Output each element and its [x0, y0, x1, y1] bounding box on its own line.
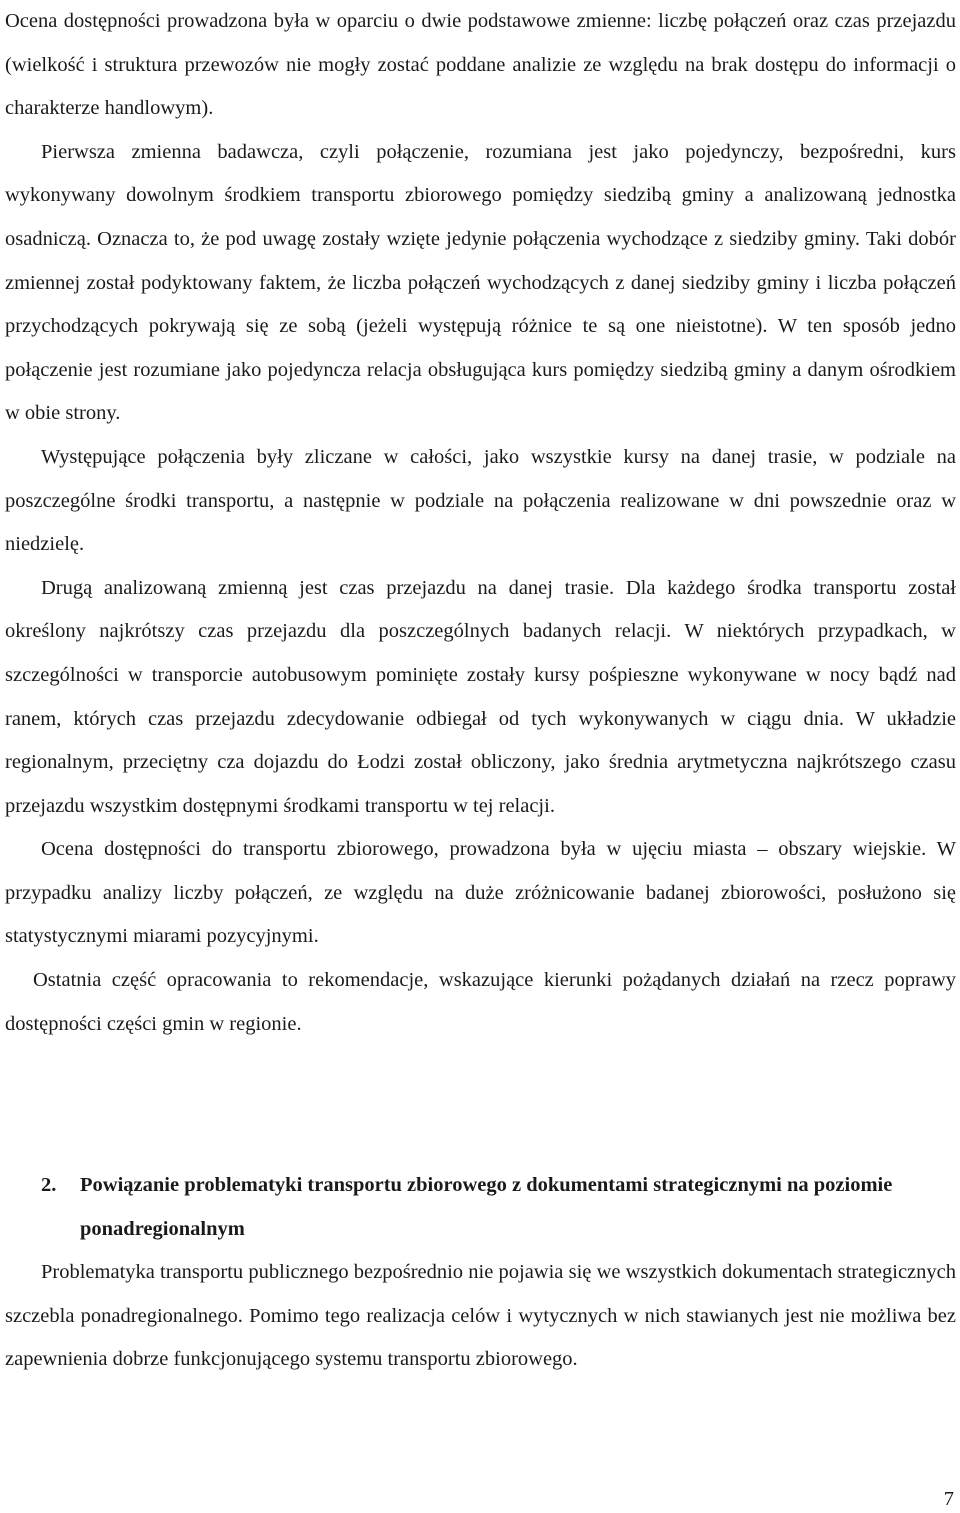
paragraph-recommendations: Ostatnia część opracowania to rekomendacje, wskazujące kierunki pożądanych działań na rzecz poprawy dostępności części gmin w regionie.: [5, 969, 956, 1035]
paragraph-urban-rural: Ocena dostępności do transportu zbiorowego, prowadzona była w ujęciu miasta – obszary wiejskie. W przypadku analizy liczby połączeń, ze względu na duże zróżnicowanie badanej zbiorowości, posłużono się statystycznymi miarami pozycyjnymi.: [5, 838, 956, 948]
paragraph-second-variable: Drugą analizowaną zmienną jest czas przejazdu na danej trasie. Dla każdego środka transportu został określony najkrótszy czas przejazdu dla poszczególnych badanych relacji. W niektórych przypadkach, w szczególności w transporcie autobusowym pominięte zostały kursy pośpieszne wykonywane w nocy bądź nad ranem, których czas przejazdu zdecydowanie odbiegał od tych wykonywanych w ciągu dnia. W układzie regionalnym, przeciętny cza dojazdu do Łodzi został obliczony, jako średnia arytmetyczna najkrótszego czasu przejazdu wszystkim dostępnymi środkami transportu w tej relacji.: [5, 576, 956, 817]
paragraph-connections-counting: Występujące połączenia były zliczane w całości, jako wszystkie kursy na danej trasie, w podziale na poszczególne środki transportu, a następnie w podziale na połączenia realizowane w dni powszednie oraz w niedzielę.: [5, 445, 956, 556]
paragraph-first-variable: Pierwsza zmienna badawcza, czyli połączenie, rozumiana jest jako pojedynczy, bezpośredni, kurs wykonywany dowolnym środkiem transportu zbiorowego pomiędzy siedzibą gminy a analizowaną jednostka osadniczą. Oznacza to, że pod uwagę zostały wzięte jedynie połączenia wychodzące z siedziby gminy. Taki dobór zmiennej został podyktowany faktem, że liczba połączeń wychodzących z danej siedziby gminy i liczba połączeń przychodzących pokrywają się ze sobą (jeżeli występują różnice te są one nieistotne). W ten sposób jedno połączenie jest rozumiane jako pojedyncza relacja obsługująca kurs pomiędzy siedzibą gminy a danym ośrodkiem w obie strony.: [5, 140, 956, 425]
paragraph-strategic-documents: Problematyka transportu publicznego bezpośrednio nie pojawia się we wszystkich dokumentach strategicznych szczebla ponadregionalnego. Pomimo tego realizacja celów i wytycznych w nich stawianych jest nie możliwa bez zapewnienia dobrze funkcjonującego systemu transportu zbiorowego.: [5, 1261, 956, 1371]
paragraph-accessibility-basis: Ocena dostępności prowadzona była w oparciu o dwie podstawowe zmienne: liczbę połączeń oraz czas przejazdu (wielkość i struktura przewozów nie mogły zostać poddane analizie ze względu na brak dostępu do informacji o charakterze handlowym).: [5, 10, 956, 120]
page-number: 7: [943, 1488, 954, 1510]
section-number: 2.: [41, 1174, 57, 1196]
section-title: Powiązanie problematyki transportu zbiorowego z dokumentami strategicznymi na poziomie ponadregionalnym: [80, 1174, 893, 1240]
section-body: [5, 1251, 956, 1382]
section-heading: [5, 1164, 956, 1251]
document-body: [5, 0, 956, 1046]
